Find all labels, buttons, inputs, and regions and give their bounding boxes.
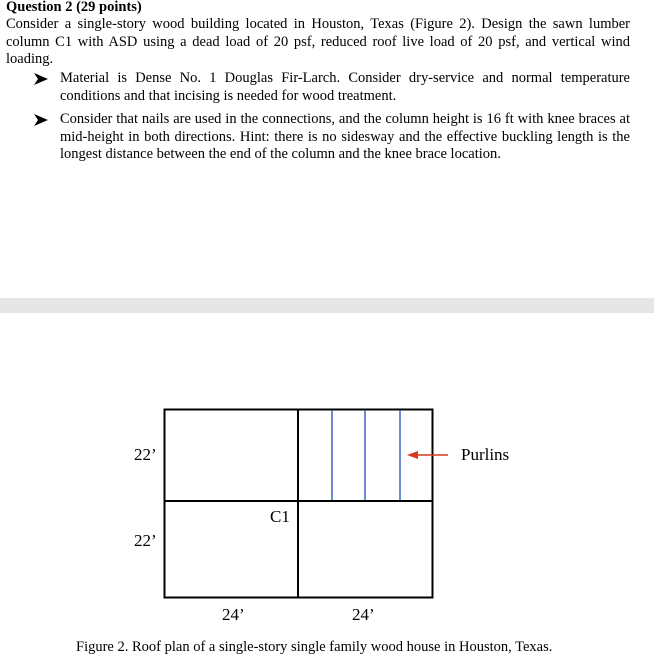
- dimension-label-left-bay: 24’: [222, 605, 245, 624]
- dimension-label-bottom: 22’: [134, 531, 157, 550]
- dimension-label-right-bay: 24’: [352, 605, 375, 624]
- dimension-label-top: 22’: [134, 445, 157, 464]
- figure-caption: Figure 2. Roof plan of a single-story single family wood house in Houston, Texas.: [76, 639, 553, 655]
- list-item-text: Material is Dense No. 1 Douglas Fir-Larch. Consider dry-service and normal temperature conditions and that incising is needed for wood treatment.: [60, 70, 630, 104]
- list-item-text: Consider that nails are used in the connections, and the column height is 16 ft with knee braces at mid-height in both directions. Hint: there is no sidesway and the effective buckling length is the longest distance between the end of the column and the knee brace location.: [60, 111, 630, 162]
- purlin-arrow-icon: [407, 451, 418, 459]
- question-title: Question 2 (29 points): [6, 0, 142, 15]
- question-intro: Consider a single-story wood building located in Houston, Texas (Figure 2). Design the sawn lumber column C1 with ASD using a dead load of 20 psf, reduced roof live load of 20 psf, and vertical wind loading.: [6, 16, 630, 67]
- purlins-label: Purlins: [461, 445, 510, 464]
- column-label: C1: [270, 507, 290, 526]
